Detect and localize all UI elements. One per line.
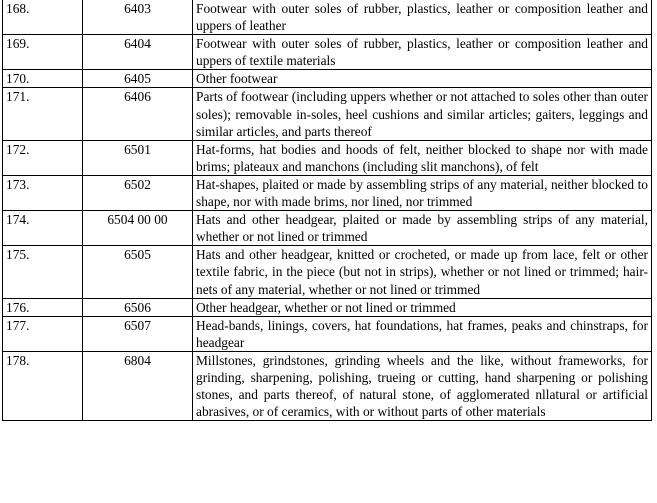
hs-code: 6506: [83, 298, 193, 316]
tariff-table: [2, 0, 652, 421]
hs-code: 6804: [83, 351, 193, 420]
goods-description: Hat-forms, hat bodies and hoods of felt, neither blocked to shape nor with made brims; plateaux and manchons (including slit manchons), of felt: [193, 140, 652, 175]
table-row: [3, 70, 652, 88]
goods-description: Hats and other headgear, plaited or made by assembling strips of any material, whether or not lined or trimmed: [193, 211, 652, 246]
table-row: [3, 211, 652, 246]
row-number: 176.: [3, 298, 83, 316]
goods-description: Other footwear: [193, 70, 652, 88]
table-row: [3, 246, 652, 298]
hs-code: 6502: [83, 175, 193, 210]
hs-code: 6507: [83, 316, 193, 351]
goods-description: Footwear with outer soles of rubber, plastics, leather or composition leather and uppers of textile materials: [193, 35, 652, 70]
hs-code: 6504 00 00: [83, 211, 193, 246]
table-row: [3, 298, 652, 316]
goods-description: Parts of footwear (including uppers whether or not attached to soles other than outer soles); removable in-soles, heel cushions and similar articles; gaiters, leggings and similar articles, and parts thereof: [193, 88, 652, 140]
table-row: [3, 175, 652, 210]
hs-code: 6501: [83, 140, 193, 175]
row-number: 173.: [3, 175, 83, 210]
goods-description: Hats and other headgear, knitted or crocheted, or made up from lace, felt or other textile fabric, in the piece (but not in strips), whether or not lined or trimmed; hair-nets of any material, whether or not lined or trimmed: [193, 246, 652, 298]
row-number: 172.: [3, 140, 83, 175]
goods-description: Head-bands, linings, covers, hat foundations, hat frames, peaks and chinstraps, for headgear: [193, 316, 652, 351]
hs-code: 6403: [83, 0, 193, 35]
table-row: [3, 88, 652, 140]
row-number: 169.: [3, 35, 83, 70]
row-number: 171.: [3, 88, 83, 140]
hs-code: 6406: [83, 88, 193, 140]
row-number: 168.: [3, 0, 83, 35]
hs-code: 6405: [83, 70, 193, 88]
row-number: 175.: [3, 246, 83, 298]
goods-description: Other headgear, whether or not lined or trimmed: [193, 298, 652, 316]
table-row: [3, 316, 652, 351]
row-number: 178.: [3, 351, 83, 420]
row-number: 170.: [3, 70, 83, 88]
goods-description: Hat-shapes, plaited or made by assembling strips of any material, neither blocked to shape, nor with made brims, nor lined, nor trimmed: [193, 175, 652, 210]
table-row: [3, 351, 652, 420]
table-row: [3, 0, 652, 35]
hs-code: 6404: [83, 35, 193, 70]
goods-description: Footwear with outer soles of rubber, plastics, leather or composition leather and uppers of leather: [193, 0, 652, 35]
table-row: [3, 140, 652, 175]
tariff-table-body: [3, 0, 652, 421]
goods-description: Millstones, grindstones, grinding wheels and the like, without frameworks, for grinding, sharpening, polishing, trueing or cutting, hand sharpening or polishing stones, and parts thereof, of natural stone, of agglomerated nllatural or artificial abrasives, or of ceramics, with or without parts of other materials: [193, 351, 652, 420]
hs-code: 6505: [83, 246, 193, 298]
row-number: 174.: [3, 211, 83, 246]
row-number: 177.: [3, 316, 83, 351]
table-row: [3, 35, 652, 70]
